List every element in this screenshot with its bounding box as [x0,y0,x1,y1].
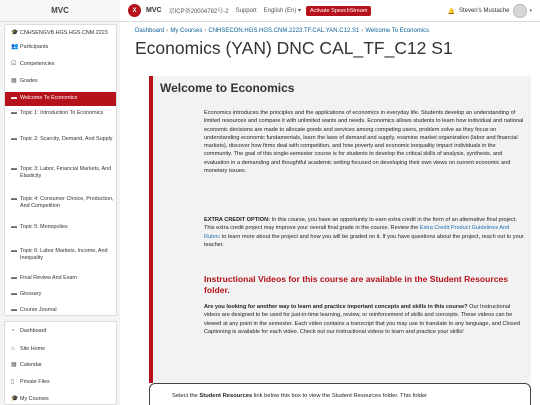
folder-icon: ▬ [11,307,17,313]
graduation-cap-icon: 🎓 [11,396,19,402]
sidebar-item-label: Topic 3: Labor, Financial Markets, And Elasticity [20,166,112,179]
sidebar-item-8[interactable] [5,196,117,219]
breadcrumb-course[interactable]: CNHSECON.HGS.HGS.CNM.2223.TF.CAL.YAN.C12.S1 [208,28,360,34]
course-navigation [4,24,117,316]
drawer-brand[interactable]: MVC [0,0,120,22]
language-menu[interactable]: English (En) ▾ [263,8,301,14]
folder-icon: ▬ [11,136,17,142]
folder-icon: ▬ [11,95,17,101]
site-navigation [4,321,117,405]
site-name[interactable]: MVC [146,7,162,14]
sidebar-item-label: Course Journal [20,307,57,313]
checklist-icon: ☑ [11,61,17,67]
student-resources-text [172,393,427,399]
extra-credit-guidelines-link[interactable]: Extra Credit Product Guidelines And Rubric [204,225,510,240]
sidebar-item-11[interactable] [5,275,117,287]
videos-paragraph [204,303,524,336]
welcome-card [149,76,531,383]
dashboard-icon: ◔ [11,328,15,334]
icp-license-link[interactable]: 京ICP备20004782号-2 [168,9,229,15]
extra-credit-label: EXTRA CREDIT OPTION: [204,217,270,223]
folder-icon: ▬ [11,248,17,254]
sidebar-item-3[interactable] [5,78,117,88]
avatar[interactable] [513,4,527,18]
sidebar-item-0[interactable] [5,30,117,40]
sidebar-item-4[interactable] [5,92,117,106]
site-nav-item-0[interactable] [5,328,117,335]
sidebar-item-label: Topic 5: Monopolies [20,224,68,230]
calendar-icon: ▦ [11,362,17,368]
support-link[interactable]: Support [235,7,257,14]
breadcrumb-my-courses[interactable]: My Courses [170,28,203,34]
student-resources-post: link below this box to view the Student Resources folder. This folder [252,393,428,399]
sidebar-item-5[interactable] [5,110,117,130]
sidebar-item-label: Glossary [20,291,42,297]
site-nav-label: Calendar [20,362,42,368]
sidebar-item-13[interactable] [5,307,117,316]
sidebar-item-label: Competencies [20,61,55,67]
site-nav-label: Dashboard [20,328,47,334]
site-nav-label: Site Home [20,346,46,352]
sidebar-item-label: CNHSENGVB.HGS.HGS.CNM.2223 [20,30,108,36]
sidebar-item-1[interactable] [5,44,117,54]
sidebar-item-12[interactable] [5,291,117,303]
main-content [120,22,540,405]
sidebar-item-2[interactable] [5,61,117,71]
folder-icon: ▬ [11,224,17,230]
top-navbar [120,0,540,22]
site-nav-item-1[interactable] [5,346,117,353]
breadcrumb-separator: › [361,28,364,34]
student-resources-box [149,383,531,405]
breadcrumb-dashboard[interactable]: Dashboard [135,28,165,34]
page-title: Economics (YAN) DNC CAL_TF_C12 S1 [135,38,453,58]
extra-credit-text-1: In this course, you have an opportunity to earn extra credit in the form of an alternative final project. This extra credit project may improve your overall final grade in the course. Review the [204,217,517,232]
folder-icon: ▬ [11,275,17,281]
chevron-down-icon[interactable]: ▾ [529,8,532,14]
sidebar-item-label: Participants [20,44,49,50]
folder-icon: ▬ [11,166,17,172]
sidebar-item-9[interactable] [5,224,117,236]
sidebar-item-label: Topic 4: Consumer Choice, Production, And Competition [20,196,114,209]
intro-paragraph: Economics introduces the principles and the applications of economics in everyday life. Students develop an understanding of limited resources and compare it with unlimited wants and needs. Economics allows students to learn how individual and national economic decisions are made to allocate goods and services among competing users, problem solve as they focus on understanding economic fundamentals, learn the laws of demand and supply, examine market organization (labor and financial markets), discover how firms deal with competition, and how poverty and economic inequality impact individuals in the community. The goal of this single-semester course is for students to develop the critical skills of analysis, synthesis, and evaluation in a demanding and thoughtful academic setting focused on developing their own views on current economic and monetary issues. [204,110,524,175]
sidebar-item-7[interactable] [5,166,117,189]
folder-icon: ▬ [11,291,17,297]
left-drawer [0,0,120,405]
breadcrumb [135,28,429,34]
student-resources-pre: Select the [172,393,200,399]
student-resources-label: Student Resources [199,393,253,399]
site-nav-item-4[interactable] [5,396,117,403]
home-icon: ⌂ [11,346,15,352]
user-area [447,4,532,18]
breadcrumb-separator: › [166,28,169,34]
sidebar-item-label: Final Review And Exam [20,275,77,281]
users-icon: 👥 [11,44,19,50]
card-title: Welcome to Economics [160,81,295,95]
site-logo[interactable]: X [128,4,141,17]
sidebar-item-6[interactable] [5,136,117,159]
sidebar-item-label: Grades [20,78,38,84]
graduation-cap-icon: 🎓 [11,30,19,36]
sidebar-item-label: Topic 1: Introduction To Economics [20,110,104,116]
site-nav-item-2[interactable] [5,362,117,369]
file-icon: ▯ [11,379,15,385]
speechstream-button[interactable]: Activate SpeechStream [306,6,371,16]
folder-icon: ▬ [11,110,17,116]
user-name[interactable]: Steven's Mustache [458,8,510,14]
notification-bell-icon[interactable]: 🔔 [447,8,455,15]
videos-question: Are you looking for another way to learn and practice important concepts and skills in this course? [204,304,468,310]
breadcrumb-separator: › [204,28,207,34]
site-nav-label: My Courses [20,396,49,402]
videos-heading: Instructional Videos for this course are available in the Student Resources folder. [204,274,509,295]
breadcrumb-section[interactable]: Welcome To Economics [365,28,430,34]
extra-credit-paragraph [204,216,524,249]
videos-text: Our Instructional videos are designed to be used for just-in-time learning, review, or reinforcement of skills and concepts. These videos can be viewed at any point in the semester. Each video contains a transcript that you may use to translate to any language, and Closed Captioning is available for each video. Check out our instructional videos to learn and practice your skills! [204,304,520,335]
folder-icon: ▬ [11,196,17,202]
grid-icon: ▦ [11,78,17,84]
sidebar-item-label: Topic 2: Scarcity, Demand, And Supply [20,136,113,142]
site-nav-item-3[interactable] [5,379,117,386]
sidebar-item-label: Topic 6: Labor Markets, Income, And Inequality [20,248,108,261]
sidebar-item-label: Welcome To Economics [20,95,78,101]
extra-credit-text-2: to learn more about the project and how you will be graded on it. If you have questions about the project, reach out to your teacher. [204,233,524,248]
sidebar-item-10[interactable] [5,248,117,268]
site-nav-label: Private Files [20,379,50,385]
